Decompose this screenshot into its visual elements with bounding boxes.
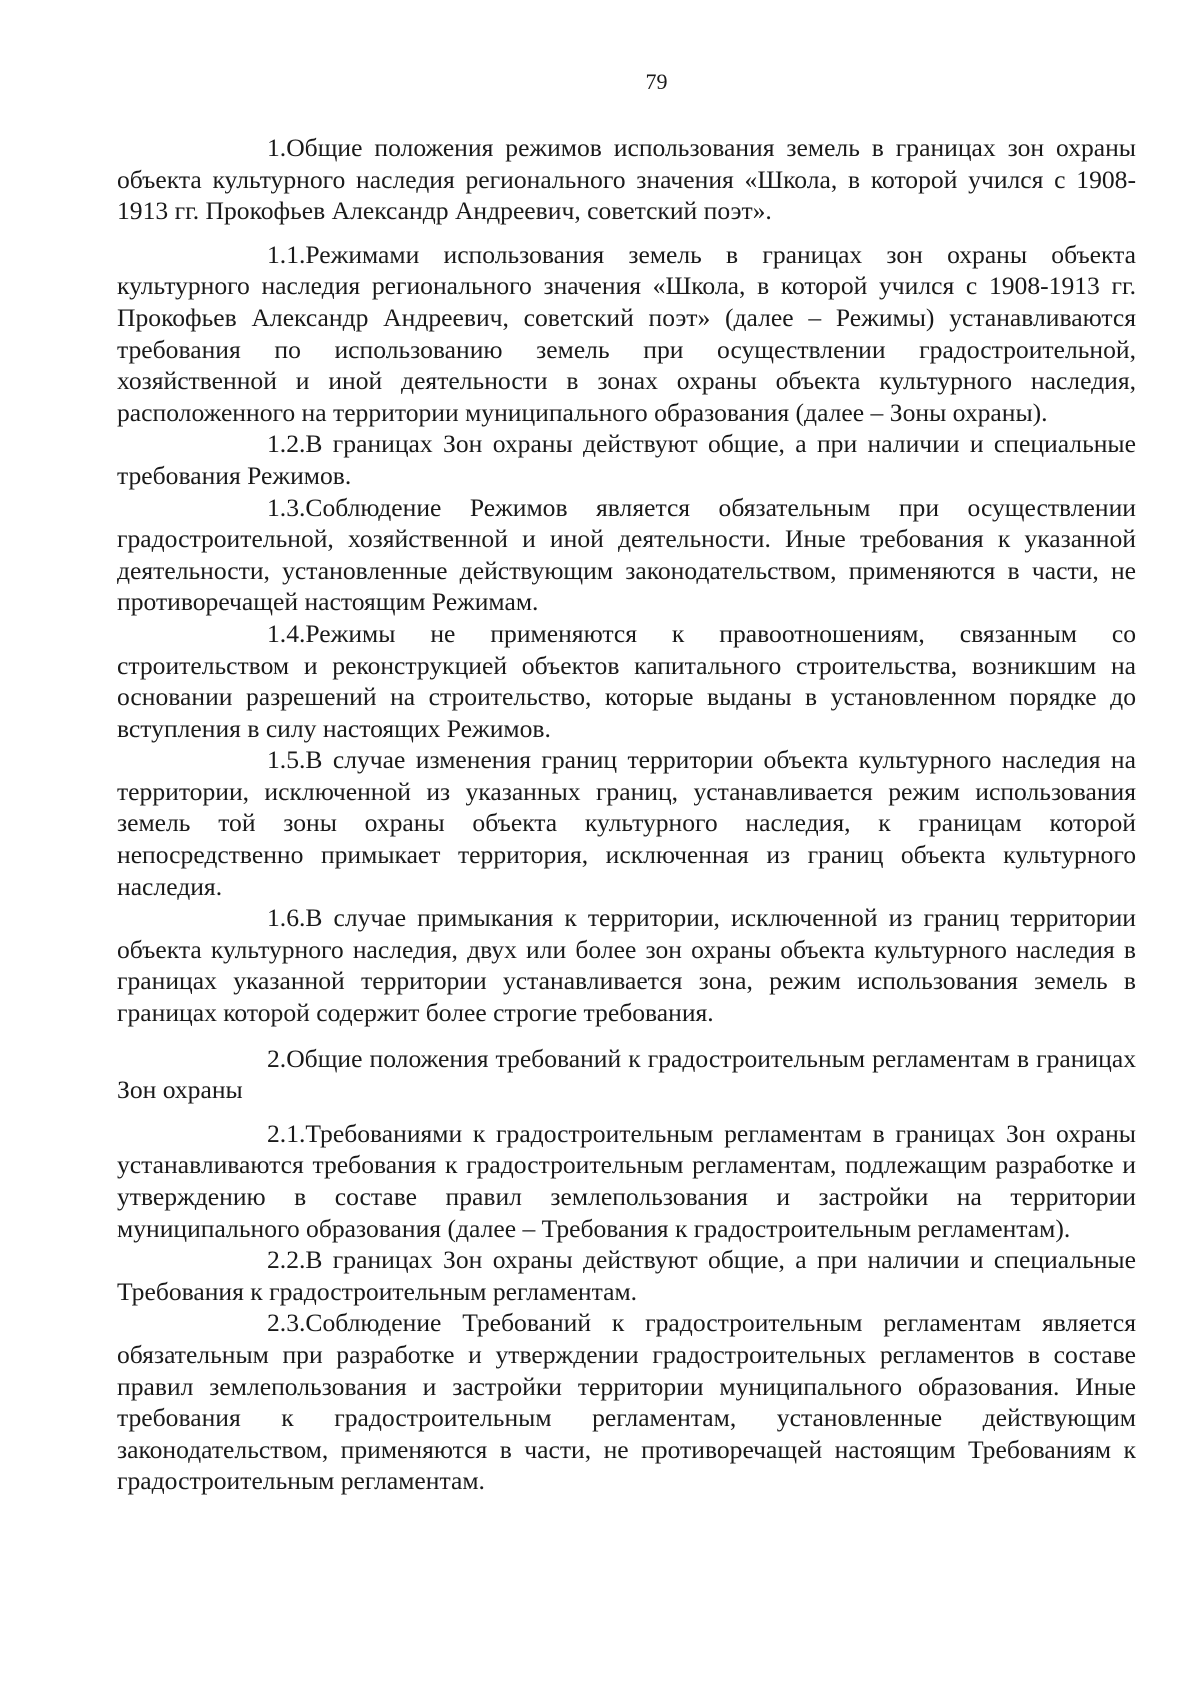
clause-text: Соблюдение Требований к градостроительным регламентам является обязательным при разработке и утверждении градостроительных регламентов в составе правил землепользования и застройки территории муниципального образования. Иные требования к градостроительным регламентам, установленные действующим законодательством, применяются в части, не противоречащей настоящим Требованиям к градостроительным регламентам. — [117, 1308, 1136, 1496]
clause-text: В границах Зон охраны действуют общие, а при наличии и специальные требования Режимов. — [117, 429, 1136, 490]
clause-number: 1.6. — [267, 903, 306, 933]
clause-number: 1.3. — [267, 492, 306, 522]
clause — [117, 1307, 1136, 1497]
section-number: 2. — [267, 1043, 287, 1073]
clause-number: 1.2. — [267, 429, 306, 459]
clause-text: В границах Зон охраны действуют общие, а при наличии и специальные Требования к градостроительным регламентам. — [117, 1245, 1136, 1306]
clause-text: В случае изменения границ территории объекта культурного наследия на территории, исключенной из указанных границ, устанавливается режим использования земель той зоны охраны объекта культурного наследия, к границам которой непосредственно примыкает территория, исключенная из границ объекта культурного наследия. — [117, 745, 1136, 901]
clause-text: Требованиями к градостроительным регламентам в границах Зон охраны устанавливаются требования к градостроительным регламентам, подлежащим разработке и утверждению в составе правил землепользования и застройки на территории муниципального образования (далее – Требования к градостроительным регламентам). — [117, 1118, 1136, 1243]
clause — [117, 1244, 1136, 1307]
clause — [117, 744, 1136, 902]
clause — [117, 239, 1136, 429]
clause-text: Режимы не применяются к правоотношениям, связанным со строительством и реконструкцией объектов капитального строительства, возникшим на основании разрешений на строительство, которые выданы в установленном порядке до вступления в силу настоящих Режимов. — [117, 618, 1136, 743]
clause-text: В случае примыкания к территории, исключенной из границ территории объекта культурного наследия, двух или более зон охраны объекта культурного наследия в границах указанной территории устанавливается зона, режим использования земель в границах которой содержит более строгие требования. — [117, 903, 1136, 1028]
clause — [117, 1118, 1136, 1244]
page-number: 79 — [645, 69, 668, 94]
clause-number: 1.1. — [267, 239, 306, 269]
clause — [117, 902, 1136, 1028]
clause-number: 1.5. — [267, 745, 306, 775]
clause — [117, 618, 1136, 744]
section-heading — [117, 132, 1136, 227]
clause-number: 2.3. — [267, 1308, 306, 1338]
section-heading-text: Общие положения требований к градостроительным регламентам в границах Зон охраны — [117, 1043, 1136, 1105]
clause — [117, 492, 1136, 618]
section-heading-text: Общие положения режимов использования земель в границах зон охраны объекта культурного наследия регионального значения «Школа, в которой учился с 1908-1913 гг. Прокофьев Александр Андреевич, советский поэт». — [117, 133, 1136, 226]
clause-number: 1.4. — [267, 618, 306, 648]
clause — [117, 428, 1136, 491]
clause-text: Режимами использования земель в границах зон охраны объекта культурного наследия регионального значения «Школа, в которой учился с 1908-1913 гг. Прокофьев Александр Андреевич, советский поэт» (далее – Режимы) устанавливаются требования по использованию земель при осуществлении градостроительной, хозяйственной и иной деятельности в зонах охраны объекта культурного наследия, расположенного на территории муниципального образования (далее – Зоны охраны). — [117, 239, 1136, 427]
clause-number: 2.1. — [267, 1118, 306, 1148]
section-number: 1. — [267, 133, 287, 162]
clause-text: Соблюдение Режимов является обязательным при осуществлении градостроительной, хозяйственной и иной деятельности. Иные требования к указанной деятельности, установленные действующим законодательством, применяются в части, не противоречащей настоящим Режимам. — [117, 492, 1136, 617]
clause-number: 2.2. — [267, 1245, 306, 1275]
section-heading — [117, 1043, 1136, 1106]
